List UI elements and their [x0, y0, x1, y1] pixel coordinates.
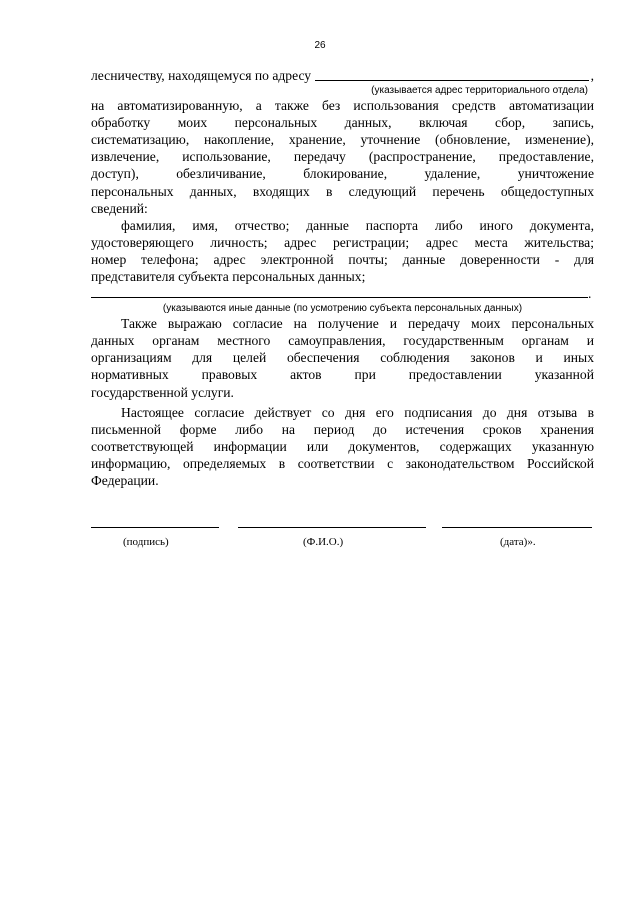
validity-line: Федерации. [91, 472, 159, 488]
consent-line: на автоматизированную, а также без использования средств автоматизации [91, 98, 594, 114]
address-line-comma: , [590, 68, 594, 83]
transfer-line: данных органам местного самоуправления, государственным органам и [91, 333, 594, 349]
transfer-paragraph [91, 315, 594, 400]
consent-line: систематизацию, накопление, хранение, уточнение (обновление, изменение), [91, 132, 594, 148]
signature-label: (подпись) [123, 536, 169, 548]
signature-line[interactable] [91, 527, 219, 528]
other-data-period: . [588, 286, 592, 302]
address-caption: (указывается адрес территориального отдела) [371, 85, 588, 97]
consent-line: извлечение, использование, передачу (распространение, предоставление, [91, 149, 594, 165]
date-line[interactable] [442, 527, 592, 528]
transfer-line: государственной услуги. [91, 384, 234, 400]
address-line [91, 67, 594, 84]
consent-line: обработку моих персональных данных, включая сбор, запись, [91, 115, 594, 131]
transfer-line: нормативных правовых актов при предоставлении указанной [91, 367, 594, 383]
page-number: 26 [314, 40, 326, 51]
consent-line: доступ), обезличивание, блокирование, удаление, уничтожение [91, 166, 594, 182]
consent-paragraph [91, 97, 594, 217]
data-list-line: номер телефона; адрес электронной почты; данные доверенности - для [91, 251, 594, 267]
address-line-text: лесничеству, находящемуся по адресу [91, 68, 312, 83]
transfer-line: организациям для целей обеспечения соблюдения законов и иных [91, 350, 594, 366]
document-body [91, 67, 594, 489]
validity-line: Настоящее согласие действует со дня его подписания до дня отзыва в [121, 404, 594, 420]
data-list-line: фамилия, имя, отчество; данные паспорта либо иного документа, [121, 217, 594, 233]
consent-line: персональных данных, входящих в следующий перечень общедоступных [91, 183, 594, 199]
consent-line: сведений: [91, 200, 148, 216]
full-name-label: (Ф.И.О.) [303, 536, 344, 548]
data-list-paragraph [91, 217, 594, 285]
validity-paragraph [91, 404, 594, 489]
other-data-line [91, 285, 594, 302]
validity-line: письменной форме либо на период до истечения сроков хранения [91, 421, 594, 437]
data-list-line: представителя субъекта персональных данных; [91, 269, 366, 285]
full-name-line[interactable] [238, 527, 426, 528]
validity-line: информацию, определяемых в соответствии с законодательством Российской [91, 455, 594, 471]
validity-line: соответствующей информации или документов, содержащих указанную [91, 438, 594, 454]
date-label: (дата)». [500, 536, 536, 548]
other-data-fill-line[interactable] [91, 297, 588, 298]
signature-block [91, 514, 594, 554]
other-data-caption: (указываются иные данные (по усмотрению субъекта персональных данных) [162, 303, 523, 315]
address-fill-line[interactable] [315, 68, 588, 81]
data-list-line: удостоверяющего личность; адрес регистрации; адрес места жительства; [91, 234, 594, 250]
transfer-line: Также выражаю согласие на получение и передачу моих персональных [121, 316, 594, 332]
